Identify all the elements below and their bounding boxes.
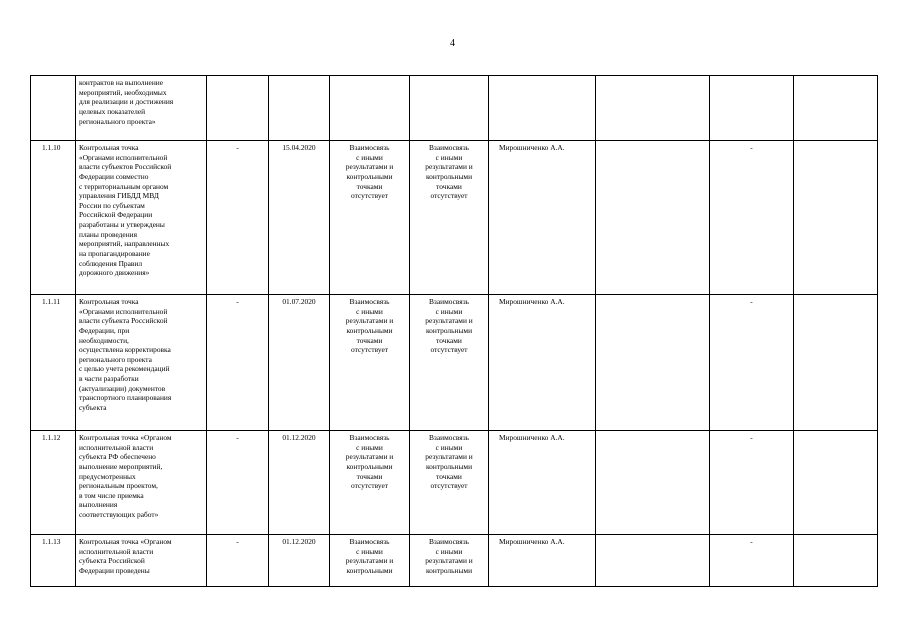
row-responsible: Мирошниченко А.А. xyxy=(489,431,596,535)
row-level: - xyxy=(710,141,794,295)
table-row xyxy=(31,76,878,141)
row-responsible: Мирошниченко А.А. xyxy=(489,295,596,431)
row-successors: Взаимосвязь с иными результатами и контрольными точками отсутствует xyxy=(410,431,489,535)
row-responsible xyxy=(489,76,596,141)
control-points-table xyxy=(30,75,878,587)
row-document xyxy=(596,295,710,431)
row-document xyxy=(596,431,710,535)
row-end-date: 01.07.2020 xyxy=(269,295,330,431)
row-successors xyxy=(410,76,489,141)
row-responsible: Мирошниченко А.А. xyxy=(489,535,596,587)
row-number: 1.1.10 xyxy=(31,141,76,295)
row-extra xyxy=(794,295,878,431)
row-number: 1.1.11 xyxy=(31,295,76,431)
row-level: - xyxy=(710,295,794,431)
row-successors: Взаимосвязь с иными результатами и контрольными точками отсутствует xyxy=(410,295,489,431)
row-responsible: Мирошниченко А.А. xyxy=(489,141,596,295)
table-row xyxy=(31,141,878,295)
row-document xyxy=(596,141,710,295)
row-description: Контрольная точка «Органом исполнительной власти субъекта Российской Федерации проведены xyxy=(76,535,207,587)
row-start-date: - xyxy=(207,431,269,535)
table-row xyxy=(31,295,878,431)
row-description: Контрольная точка «Органами исполнительной власти субъекта Российской Федерации, при необходимости, осуществлена корректировка регионального проекта с целью учета рекомендаций в части разработки (актуализации) документов транспортного планирования субъекта xyxy=(76,295,207,431)
row-start-date xyxy=(207,76,269,141)
row-successors: Взаимосвязь с иными результатами и контрольными xyxy=(410,535,489,587)
row-level xyxy=(710,76,794,141)
row-predecessors xyxy=(330,76,410,141)
row-start-date: - xyxy=(207,295,269,431)
page-number: 4 xyxy=(450,38,455,49)
row-predecessors: Взаимосвязь с иными результатами и контрольными точками отсутствует xyxy=(330,431,410,535)
row-level: - xyxy=(710,431,794,535)
row-predecessors: Взаимосвязь с иными результатами и контрольными точками отсутствует xyxy=(330,141,410,295)
row-extra xyxy=(794,431,878,535)
row-extra xyxy=(794,141,878,295)
row-successors: Взаимосвязь с иными результатами и контрольными точками отсутствует xyxy=(410,141,489,295)
row-number xyxy=(31,76,76,141)
row-end-date: 01.12.2020 xyxy=(269,431,330,535)
table-row xyxy=(31,431,878,535)
table-row xyxy=(31,535,878,587)
row-number: 1.1.12 xyxy=(31,431,76,535)
row-document xyxy=(596,76,710,141)
row-start-date: - xyxy=(207,535,269,587)
row-number: 1.1.13 xyxy=(31,535,76,587)
row-end-date: 01.12.2020 xyxy=(269,535,330,587)
row-extra xyxy=(794,535,878,587)
row-end-date: 15.04.2020 xyxy=(269,141,330,295)
row-description: Контрольная точка «Органом исполнительной власти субъекта РФ обеспечено выполнение мероприятий, предусмотренных региональным проектом, в том числе приемка выполнения соответствующих работ» xyxy=(76,431,207,535)
row-predecessors: Взаимосвязь с иными результатами и контрольными xyxy=(330,535,410,587)
row-extra xyxy=(794,76,878,141)
row-description: контрактов на выполнение мероприятий, необходимых для реализации и достижения целевых показателей регионального проекта» xyxy=(76,76,207,141)
row-description: Контрольная точка «Органами исполнительной власти субъектов Российской Федерации совместно с территориальным органом управления ГИБДД МВД России по субъектам Российской Федерации разработаны и утверждены планы проведения мероприятий, направленных на пропагандирование соблюдения Правил дорожного движения» xyxy=(76,141,207,295)
row-end-date xyxy=(269,76,330,141)
row-level: - xyxy=(710,535,794,587)
row-predecessors: Взаимосвязь с иными результатами и контрольными точками отсутствует xyxy=(330,295,410,431)
row-document xyxy=(596,535,710,587)
row-start-date: - xyxy=(207,141,269,295)
